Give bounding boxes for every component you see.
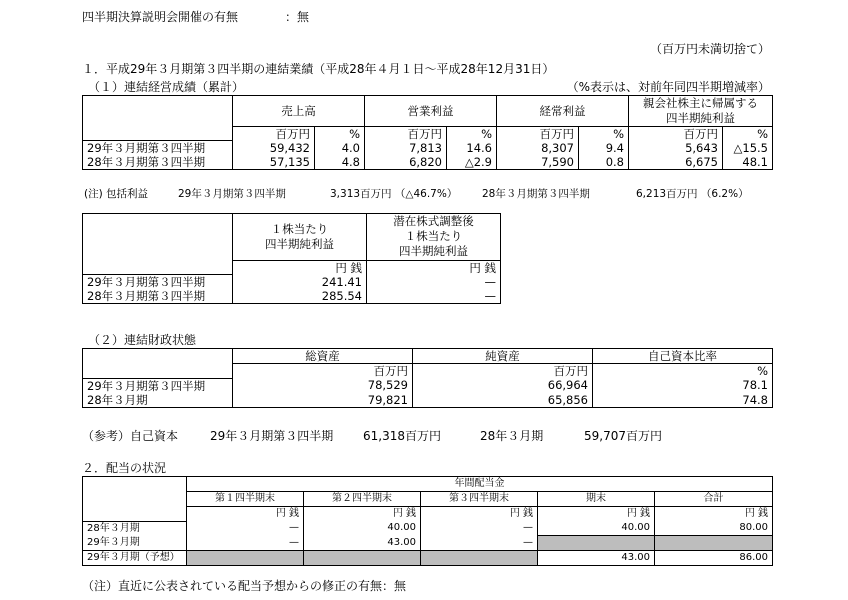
cell: 48.1 — [723, 155, 773, 170]
note-value-1: 3,313百万円 （△46.7%） — [330, 188, 458, 200]
unit-cell: 百万円 — [365, 126, 447, 141]
ref-period-2: 28年３月期 — [480, 429, 544, 443]
ref-label: （参考）自己資本 — [82, 429, 179, 443]
unit-cell: 百万円 — [233, 364, 413, 379]
eps-header-line: １株当たり — [270, 221, 329, 236]
unit-cell: 円 銭 — [655, 507, 773, 522]
hdr-net-assets: 純資産 — [413, 349, 593, 364]
cell — [304, 551, 421, 566]
section1-sub2: （２）連結財政状態 — [88, 333, 197, 347]
unit-cell: % — [315, 126, 365, 141]
section1-sub1: （１）連結経営成績（累計） — [88, 80, 245, 94]
table-row — [83, 393, 773, 408]
section2-title: ２．配当の状況 — [82, 461, 167, 475]
unit-cell: 円 銭 — [233, 260, 367, 275]
cell: 4.0 — [315, 141, 365, 156]
cell: 4.8 — [315, 155, 365, 170]
hdr-year-end: 期末 — [538, 492, 655, 507]
unit-note: （百万円未満切捨て） — [649, 42, 770, 56]
hdr-total-assets: 総資産 — [233, 349, 413, 364]
hdr-sales: 売上高 — [233, 96, 365, 127]
row-label: 28年３月期 — [83, 521, 187, 536]
cell: 66,964 — [413, 378, 593, 393]
hdr-total: 合計 — [655, 492, 773, 507]
row-label: 29年３月期 — [83, 536, 187, 551]
table-row — [83, 536, 773, 551]
table-row — [83, 275, 501, 290]
hdr-net-1: 親会社株主に帰属する — [629, 96, 773, 111]
hdr-q2: 第２四半期末 — [304, 492, 421, 507]
cell: 241.41 — [233, 275, 367, 290]
unit-cell: 円 銭 — [367, 260, 501, 275]
cell: 285.54 — [233, 289, 367, 304]
cell: 14.6 — [447, 141, 497, 156]
cell: 40.00 — [304, 521, 421, 536]
note-label: (注) 包括利益 — [84, 188, 149, 200]
section2-note: （注）直近に公表されている配当予想からの修正の有無：無 — [82, 579, 407, 593]
cell — [655, 536, 773, 551]
cell: 8,307 — [497, 141, 579, 156]
unit-cell: 百万円 — [629, 126, 723, 141]
note-value-2: 6,213百万円 （6.2%） — [636, 188, 749, 200]
cell: 57,135 — [233, 155, 315, 170]
cell: 6,820 — [365, 155, 447, 170]
unit-cell: 百万円 — [497, 126, 579, 141]
ref-value-1: 61,318百万円 — [363, 429, 441, 443]
cell: 5,643 — [629, 141, 723, 156]
ref-value-2: 59,707百万円 — [584, 429, 662, 443]
row-label: 29年３月期（予想） — [83, 551, 187, 566]
hdr-q1: 第１四半期末 — [187, 492, 304, 507]
briefing-value: ：無 — [285, 10, 310, 24]
cell — [421, 551, 538, 566]
row-label: 29年３月期第３四半期 — [83, 275, 233, 290]
row-label: 28年３月期第３四半期 — [83, 289, 233, 304]
cell: △15.5 — [723, 141, 773, 156]
ref-period-1: 29年３月期第３四半期 — [210, 429, 334, 443]
note-period-2: 28年３月期第３四半期 — [482, 188, 590, 200]
section1-title: １．平成29年３月期第３四半期の連結業績（平成28年４月１日～平成28年12月31日） — [82, 62, 555, 76]
cell: — — [187, 521, 304, 536]
cell: 43.00 — [538, 551, 655, 566]
table-row — [83, 551, 773, 566]
cell: 40.00 — [538, 521, 655, 536]
dividend-table — [82, 476, 773, 566]
eps-header-line: 四半期純利益 — [265, 236, 334, 251]
cell: 7,813 — [365, 141, 447, 156]
cell: 7,590 — [497, 155, 579, 170]
unit-cell: 百万円 — [413, 364, 593, 379]
cell: 74.8 — [593, 393, 773, 408]
cell: 43.00 — [304, 536, 421, 551]
cell: — — [187, 536, 304, 551]
hdr-equity-ratio: 自己資本比率 — [593, 349, 773, 364]
cell: 78,529 — [233, 378, 413, 393]
unit-cell: % — [447, 126, 497, 141]
cell: 80.00 — [655, 521, 773, 536]
table-row — [83, 289, 501, 304]
row-label: 28年３月期 — [83, 393, 233, 408]
cell: — — [367, 289, 501, 304]
cell: 78.1 — [593, 378, 773, 393]
eps-header-line: １株当たり — [404, 229, 463, 244]
table-row — [83, 155, 773, 170]
hdr-ordinary: 経常利益 — [497, 96, 629, 127]
cell: 59,432 — [233, 141, 315, 156]
unit-cell: 円 銭 — [304, 507, 421, 522]
briefing-label: 四半期決算説明会開催の有無 — [82, 10, 239, 24]
cell: — — [421, 536, 538, 551]
eps-table — [82, 213, 501, 304]
table-row — [83, 141, 773, 156]
pct-note: （%表示は、対前年同四半期増減率） — [566, 80, 770, 94]
unit-cell: % — [579, 126, 629, 141]
cell: — — [367, 275, 501, 290]
cell: 65,856 — [413, 393, 593, 408]
cell: 86.00 — [655, 551, 773, 566]
eps-header-line: 四半期純利益 — [399, 244, 468, 259]
cell: 0.8 — [579, 155, 629, 170]
cell: 79,821 — [233, 393, 413, 408]
hdr-net-2: 四半期純利益 — [629, 111, 773, 126]
unit-cell: 円 銭 — [187, 507, 304, 522]
cell: 9.4 — [579, 141, 629, 156]
cell — [538, 536, 655, 551]
unit-cell: 円 銭 — [538, 507, 655, 522]
results-table — [82, 95, 773, 170]
cell — [187, 551, 304, 566]
row-label: 29年３月期第３四半期 — [83, 378, 233, 393]
row-label: 28年３月期第３四半期 — [83, 155, 233, 170]
note-period-1: 29年３月期第３四半期 — [178, 188, 286, 200]
position-table — [82, 348, 773, 408]
cell: △2.9 — [447, 155, 497, 170]
hdr-annual-dividend: 年間配当金 — [187, 477, 773, 492]
cell: — — [421, 521, 538, 536]
unit-cell: % — [723, 126, 773, 141]
unit-cell: 円 銭 — [421, 507, 538, 522]
hdr-operating: 営業利益 — [365, 96, 497, 127]
row-label: 29年３月期第３四半期 — [83, 141, 233, 156]
table-row — [83, 378, 773, 393]
eps-header-line: 潜在株式調整後 — [393, 214, 474, 229]
unit-cell: 百万円 — [233, 126, 315, 141]
hdr-q3: 第３四半期末 — [421, 492, 538, 507]
unit-cell: % — [593, 364, 773, 379]
table-row — [83, 521, 773, 536]
cell: 6,675 — [629, 155, 723, 170]
